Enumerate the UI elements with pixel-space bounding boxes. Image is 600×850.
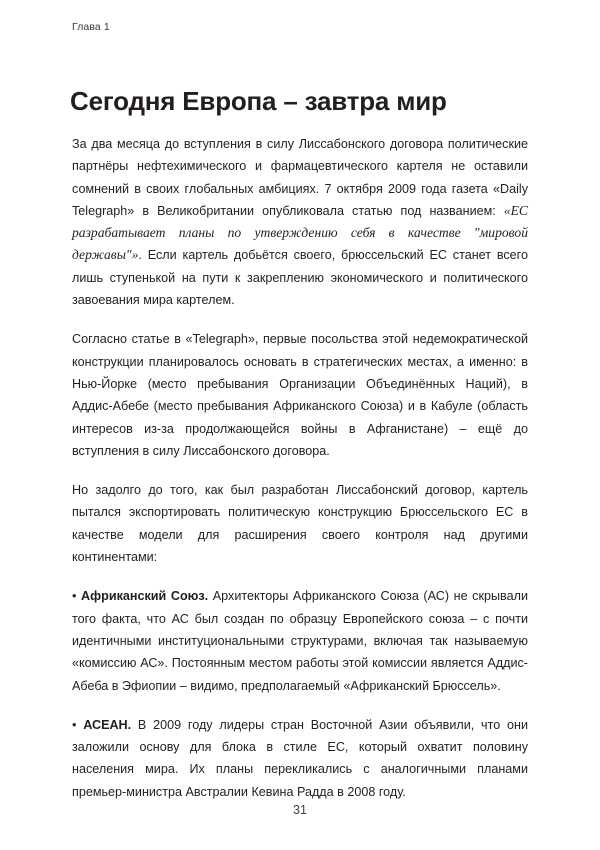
paragraph-1 (72, 133, 528, 311)
text-run: За два месяца до вступления в силу Лиссабонского договора политические партнёры нефтехимического и фармацевтического картеля не оставили сомнений в своих глобальных амбициях. 7 октября 2009 года газета «Daily Telegraph» в Великобритании опубликовала статью под названием: (72, 137, 528, 218)
bullet-marker: • (72, 589, 82, 604)
text-run: Согласно статье в «Telegraph», первые посольства этой недемократической конструкции планировалось основать в стратегических местах, а именно: в Нью-Йорке (место пребывания Организации Объединённых Наций), в Аддис-Абебе (место пребывания Африканского Союза) и в Кабуле (область интересов из-за продолжающейся войны в Афганистане) – ещё до вступления в силу Лиссабонского договора. (72, 332, 528, 458)
bullet-item-asean (72, 714, 528, 803)
text-run: В 2009 году лидеры стран Восточной Азии объявили, что они заложили основу для блока в стиле ЕС, который охватит половину населения мира. Их планы перекликались с аналогичными планами премьер-министра Австралии Кевина Радда в 2008 году. (72, 717, 528, 799)
bullet-marker: • (72, 717, 84, 732)
running-head: Глава 1 (72, 21, 110, 33)
page-title: Сегодня Европа – завтра мир (70, 86, 447, 117)
quoted-headline-italic: «ЕС разрабатывает планы по утверждению себя в качестве "мировой державы"» (72, 202, 528, 263)
paragraph-3 (72, 479, 528, 568)
text-run: Но задолго до того, как был разработан Лиссабонский договор, картель пытался экспортировать политическую конструкцию Брюссельского ЕС в качестве модели для расширения своего контроля над другими континентами: (72, 483, 528, 565)
text-run: . Если картель добьётся своего, брюссельский ЕС станет всего лишь ступенькой на пути к закреплению экономического и политического завоевания мира картелем. (72, 248, 528, 308)
text-run: Архитекторы Африканского Союза (АС) не скрывали того факта, что АС был создан по образцу Европейского союза – с почти идентичными институциональными структурами, включая так называемую «комиссию АС». Постоянным местом работы этой комиссии является Аддис-Абеба в Эфиопии – видимо, предполагаемый «Африканский Брюссель». (72, 589, 528, 693)
bullet-lead-label: АСЕАН. (83, 717, 132, 732)
paragraph-2 (72, 328, 528, 462)
bullet-item-african-union (72, 585, 528, 696)
bullet-lead-label: Африканский Союз. (81, 589, 209, 604)
page-number: 31 (293, 803, 307, 817)
body-text-column (72, 133, 528, 820)
